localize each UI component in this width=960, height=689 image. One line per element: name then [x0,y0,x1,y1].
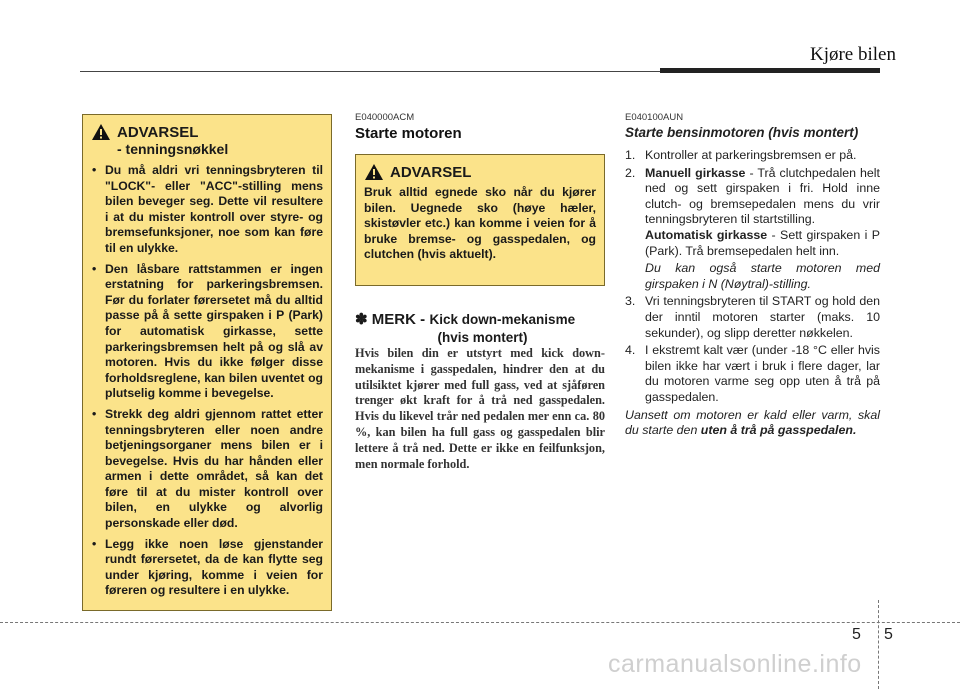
step-number: 1. [625,148,636,162]
warning-title: ADVARSEL [390,163,472,181]
manual-gearbox-text: - Trå clutchpedalen helt ned og sett girspaken i fri. Hold inne clutch- og bremsepedalen mens du vrir tenningsbryteren til startstilling. [645,165,880,227]
neutral-note: Du kan også starte motoren med girspaken i N (Nøytral)-stilling. [645,261,880,291]
warning-title: ADVARSEL [117,123,199,141]
step-item [622,166,880,293]
section-heading: Starte motoren [355,125,462,142]
step-number: 3. [625,294,636,309]
header-rule-accent [660,68,880,73]
warning-item: • Legg ikke noen løse gjenstander rundt førersetet, da de kan flytte seg under kjøring, komme i veien for føreren og resultere i en ulykke. [91,537,323,599]
step-number: 2. [625,165,636,180]
note-label: ✽ MERK - [355,311,426,328]
final-note [622,408,880,439]
warning-triangle-icon [364,163,384,181]
step-item [622,294,880,341]
warning-item: • Du må aldri vri tenningsbryteren til "LOCK"- eller "ACC"-stilling mens bilen beveger seg. Dette vil resultere i at du mister kontroll over styre- og bremsefunksjoner, noe som kan føre til en ulykke. [91,163,323,257]
section-code: E040000ACM [355,112,415,123]
page-chapter-number: 5 [852,626,861,643]
automatic-gearbox-label: Automatisk girkasse [645,227,768,242]
warning-header [91,123,323,141]
section-code: E040100AUN [625,112,684,123]
step-number: 4. [625,343,636,358]
footer-divider [878,600,879,689]
step-text: I ekstremt kalt vær (under -18 °C eller hvis bilen ikke har vært i bruk i flere dager, lar du motoren varme seg opp uten å trå på gasspedalen. [645,343,880,404]
note-text: Hvis bilen din er utstyrt med kick down-mekanisme i gasspedalen, hindrer den at du utilsiktet kjører med full gass, ved at sjåføren trenger økt kraft for å trå ned gasspedalen. Hvis du likevel trår ned pedalen mer enn ca. 80 %, kan bilen ha full gass og gasspedalen blir lettere å trå ned. Dette er ikke en feilfunksjon, men normale forhold. [355,346,605,471]
warning-subtitle: - tenningsnøkkel [117,141,229,157]
warning-list [91,163,323,599]
automatic-gearbox-text: - Sett girspaken i P (Park). Trå bremsepedalen helt inn. [645,227,881,258]
warning-text: Bruk alltid egnede sko når du kjører bilen. Uegnede sko (høye hæler, skistøvler etc.) kan komme i veien for å bruke bremse- og gasspedalen, og clutchen (hvis aktuelt). [364,185,596,262]
final-note-emphasis: uten å trå på gasspedalen. [700,423,857,438]
note-heading [355,310,610,345]
warning-box-ignition-key [82,114,332,611]
warning-item: • Strekk deg aldri gjennom rattet etter tenningsbryteren eller noen andre betjeningsorganer mens bilen er i bevegelse. Hvis du har hånden eller armen i dette området, så kan det føre til at du mister kontroll over bilen, en ulykke og alvorlig personskade eller død. [91,407,323,532]
note-title: Kick down-mekanisme [429,312,576,327]
warning-box-shoes [355,154,605,286]
watermark: carmanualsonline.info [608,650,862,678]
step-body [645,166,880,293]
step-text: Kontroller at parkeringsbremsen er på. [645,148,857,162]
steps-list [622,148,880,439]
note-subtitle: (hvis montert) [437,330,528,345]
page-number: 5 [884,626,893,643]
warning-item: • Den låsbare rattstammen er ingen erstatning for parkeringsbremsen. Før du forlater førersetet må du alltid passe på å sette girspaken i P (Park) for automatisk girkasse, sette parkeringsbremsen helt på og slå av motoren. Hvis du ikke følger disse forholdsreglene, kan bilen uventet og plutselig komme i bevegelse. [91,262,323,402]
step-item [622,343,880,405]
chapter-title: Kjøre bilen [809,44,896,65]
step-item [622,148,880,164]
warning-header [364,163,596,181]
footer-rule [0,622,960,623]
warning-triangle-icon [91,123,111,141]
section-heading: Starte bensinmotoren (hvis montert) [625,125,859,140]
manual-gearbox-label: Manuell girkasse [645,165,746,180]
step-text: Vri tenningsbryteren til START og hold den der inntil motoren starter (maks. 10 sekunder), og slipp deretter nøkkelen. [645,294,880,340]
final-note-text: Uansett om motoren er kald eller varm, skal du starte den [625,407,880,438]
